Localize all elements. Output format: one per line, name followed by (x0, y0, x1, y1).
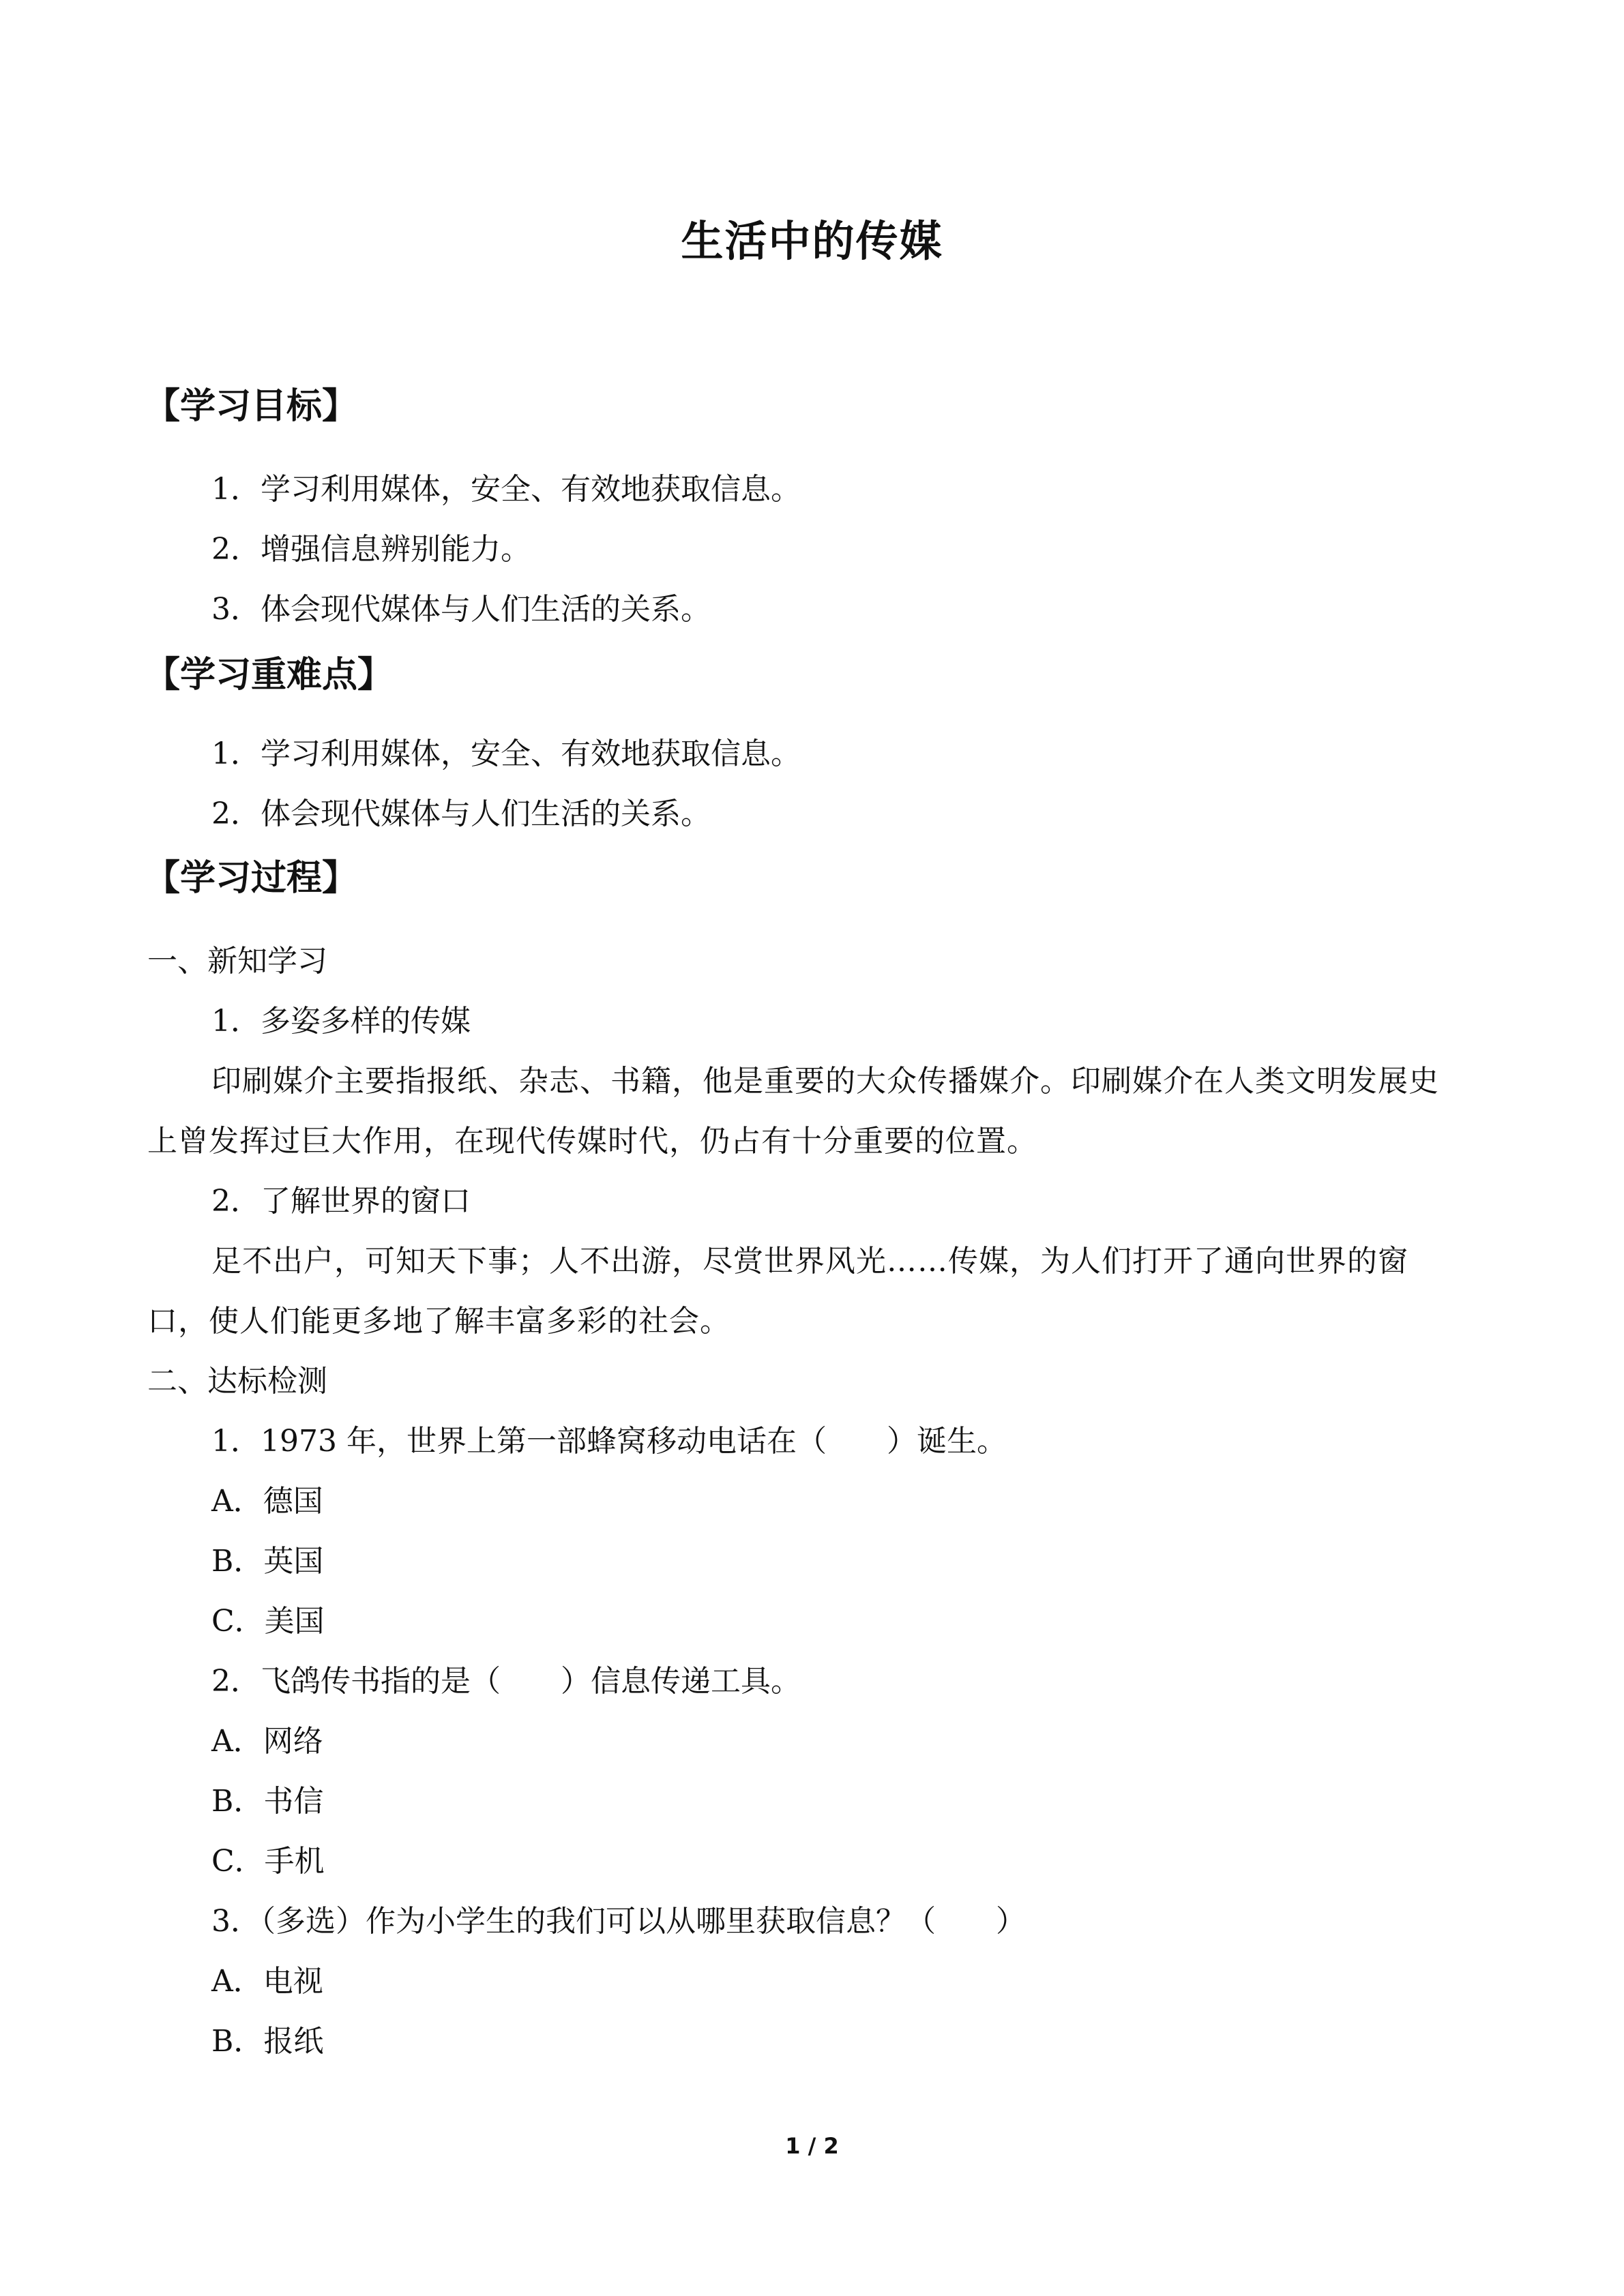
subsection-media-variety: 1．多姿多样的传媒 (211, 1004, 471, 1039)
section-assessment-title: 二、达标检测 (147, 1364, 327, 1399)
objectives-heading: 【学习目标】 (145, 386, 358, 427)
objective-item-2: 2．增强信息辨别能力。 (211, 532, 531, 567)
question-1: 1．1973 年，世界上第一部蜂窝移动电话在（ ）诞生。 (211, 1424, 1007, 1459)
question-1-option-a: A．德国 (211, 1484, 323, 1519)
page-number: 1 / 2 (785, 2133, 839, 2159)
page-title: 生活中的传媒 (681, 216, 943, 266)
paragraph-print-media: 印刷媒介主要指报纸、杂志、书籍，他是重要的大众传播媒介。印刷媒介在人类文明发展史上曾发挥过巨大作用，在现代传媒时代，仍占有十分重要的位置。 (147, 1064, 1439, 1159)
question-2-option-c: C．手机 (211, 1844, 325, 1879)
key-point-item-1: 1．学习利用媒体，安全、有效地获取信息。 (211, 736, 801, 771)
process-heading: 【学习过程】 (145, 858, 358, 899)
paragraph-window-to-world: 足不出户，可知天下事；人不出游，尽赏世界风光……传媒，为人们打开了通向世界的窗口，使人们能更多地了解丰富多彩的社会。 (147, 1244, 1408, 1339)
objective-item-3: 3．体会现代媒体与人们生活的关系。 (211, 592, 711, 627)
objective-item-1: 1．学习利用媒体，安全、有效地获取信息。 (211, 472, 801, 507)
key-points-heading: 【学习重难点】 (145, 655, 394, 696)
question-1-option-b: B．英国 (211, 1544, 324, 1579)
question-2-option-a: A．网络 (211, 1724, 323, 1759)
question-3-option-b: B．报纸 (211, 2024, 324, 2059)
question-3-option-a: A．电视 (211, 1964, 323, 1999)
question-2-option-b: B．书信 (211, 1784, 324, 1819)
section-new-knowledge-title: 一、新知学习 (147, 944, 327, 979)
key-point-item-2: 2．体会现代媒体与人们生活的关系。 (211, 796, 711, 831)
question-1-option-c: C．美国 (211, 1604, 325, 1639)
subsection-window-to-world: 2．了解世界的窗口 (211, 1184, 471, 1219)
question-3: 3．（多选）作为小学生的我们可以从哪里获取信息？（ ） (211, 1904, 1026, 1939)
question-2: 2．飞鸽传书指的是（ ）信息传递工具。 (211, 1664, 801, 1699)
